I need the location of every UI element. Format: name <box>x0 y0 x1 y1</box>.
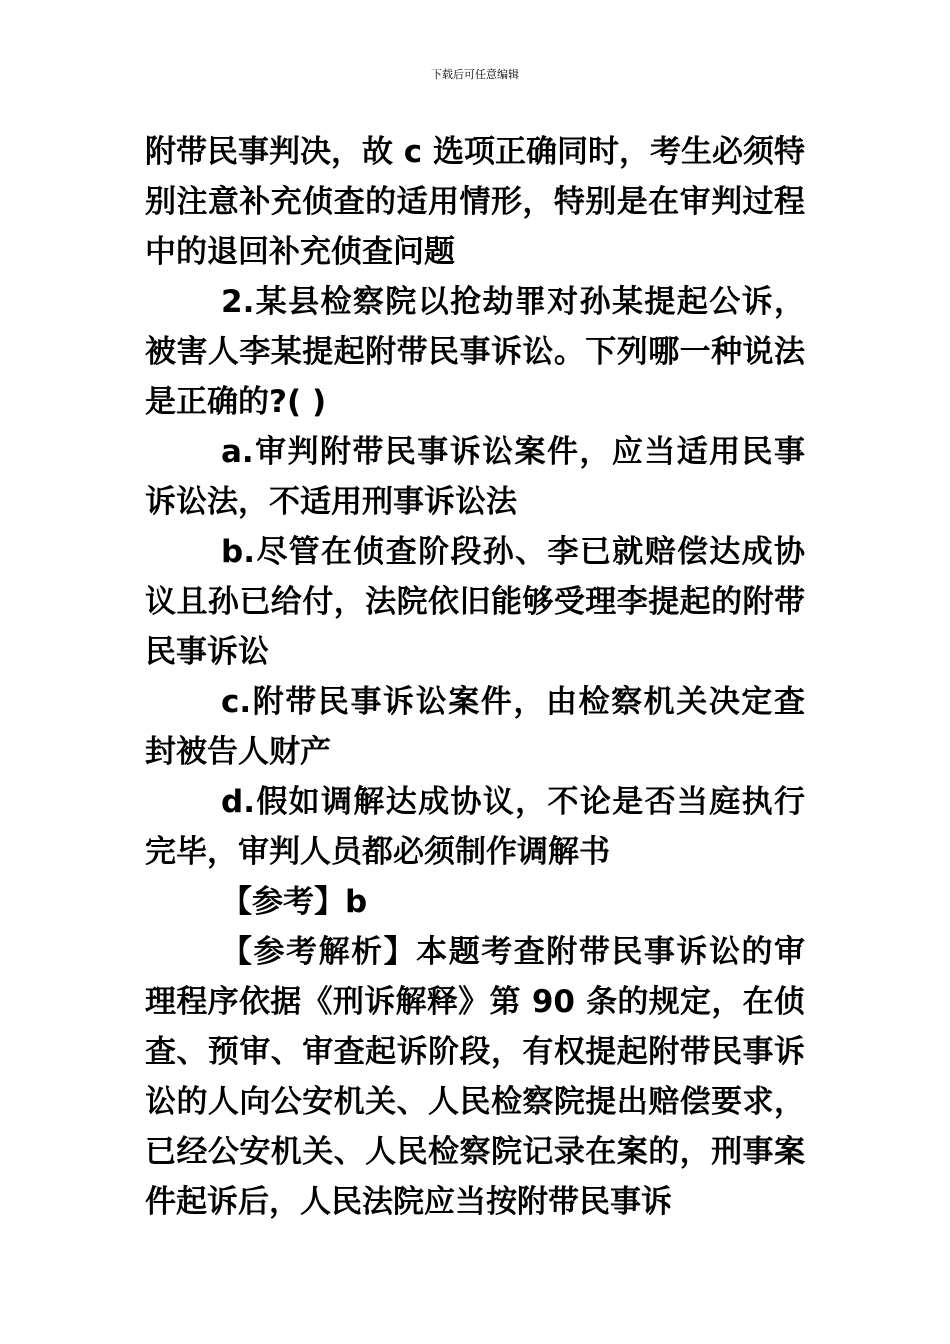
question-2: 2.某县检察院以抢劫罪对孙某提起公诉，被害人李某提起附带民事诉讼。下列哪一种说法是正确的?( ) <box>145 284 805 420</box>
reference-answer: 【参考】b <box>221 884 368 920</box>
option-c: c.附带民事诉讼案件，由检察机关决定查封被告人财产 <box>145 684 805 770</box>
paragraph-continuation: 附带民事判决，故 c 选项正确同时，考生必须特别注意补充侦查的适用情形，特别是在审判过程中的退回补充侦查问题 <box>145 134 805 270</box>
option-b: b.尽管在侦查阶段孙、李已就赔偿达成协议且孙已给付，法院依旧能够受理李提起的附带民事诉讼 <box>145 534 805 670</box>
option-d: d.假如调解达成协议，不论是否当庭执行完毕，审判人员都必须制作调解书 <box>145 784 805 870</box>
reference-explanation: 【参考解析】本题考查附带民事诉讼的审理程序依据《刑诉解释》第 90 条的规定，在侦查、预审、审查起诉阶段，有权提起附带民事诉讼的人向公安机关、人民检察院提出赔偿要求，已经公安机关、人民检察院记录在案的，刑事案件起诉后，人民法院应当按附带民事诉 <box>145 934 805 1220</box>
option-a: a.审判附带民事诉讼案件，应当适用民事诉讼法，不适用刑事诉讼法 <box>145 434 805 520</box>
document-body <box>145 127 805 1227</box>
page-header: 下载后可任意编辑 <box>431 68 519 81</box>
